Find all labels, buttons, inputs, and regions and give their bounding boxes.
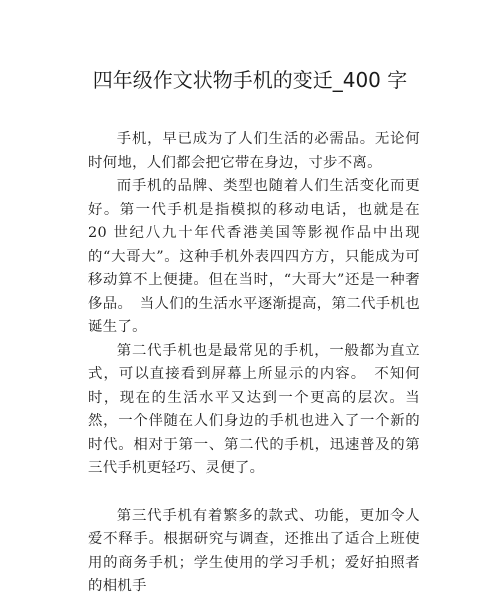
paragraph-4: 第三代手机有着繁多的款式、功能，更加令人爱不释手。根据研究与调查，还推出了适合上班使用的商务手机；学生使用的学习手机；爱好拍照者的相机手 xyxy=(88,507,420,594)
paragraph-3: 第二代手机也是最常见的手机，一般都为直立式，可以直接看到屏幕上所显示的内容。 不知何时，现在的生活水平又达到一个更高的层次。当然，一个伴随在人们身边的手机也进入了一个新的时代。相对于第一、第二代的手机，迅速普及的第三代手机更轻巧、灵便了。 xyxy=(88,342,420,476)
paragraph-2: 而手机的品牌、类型也随着人们生活变化而更好。第一代手机是指模拟的移动电话，也就是在 20 世纪八九十年代香港美国等影视作品中出现的“大哥大”。这种手机外表四四方方，只能成为可移动算不上便捷。但在当时，“大哥大”还是一种奢侈品。 当人们的生活水平逐渐提高，第二代手机也诞生了。 xyxy=(88,178,420,335)
document-title: 四年级作文状物手机的变迁_400 字 xyxy=(92,68,408,92)
document-body xyxy=(88,128,420,599)
paragraph-1: 手机，早已成为了人们生活的必需品。无论何时何地，人们都会把它带在身边，寸步不离。 xyxy=(88,131,420,171)
